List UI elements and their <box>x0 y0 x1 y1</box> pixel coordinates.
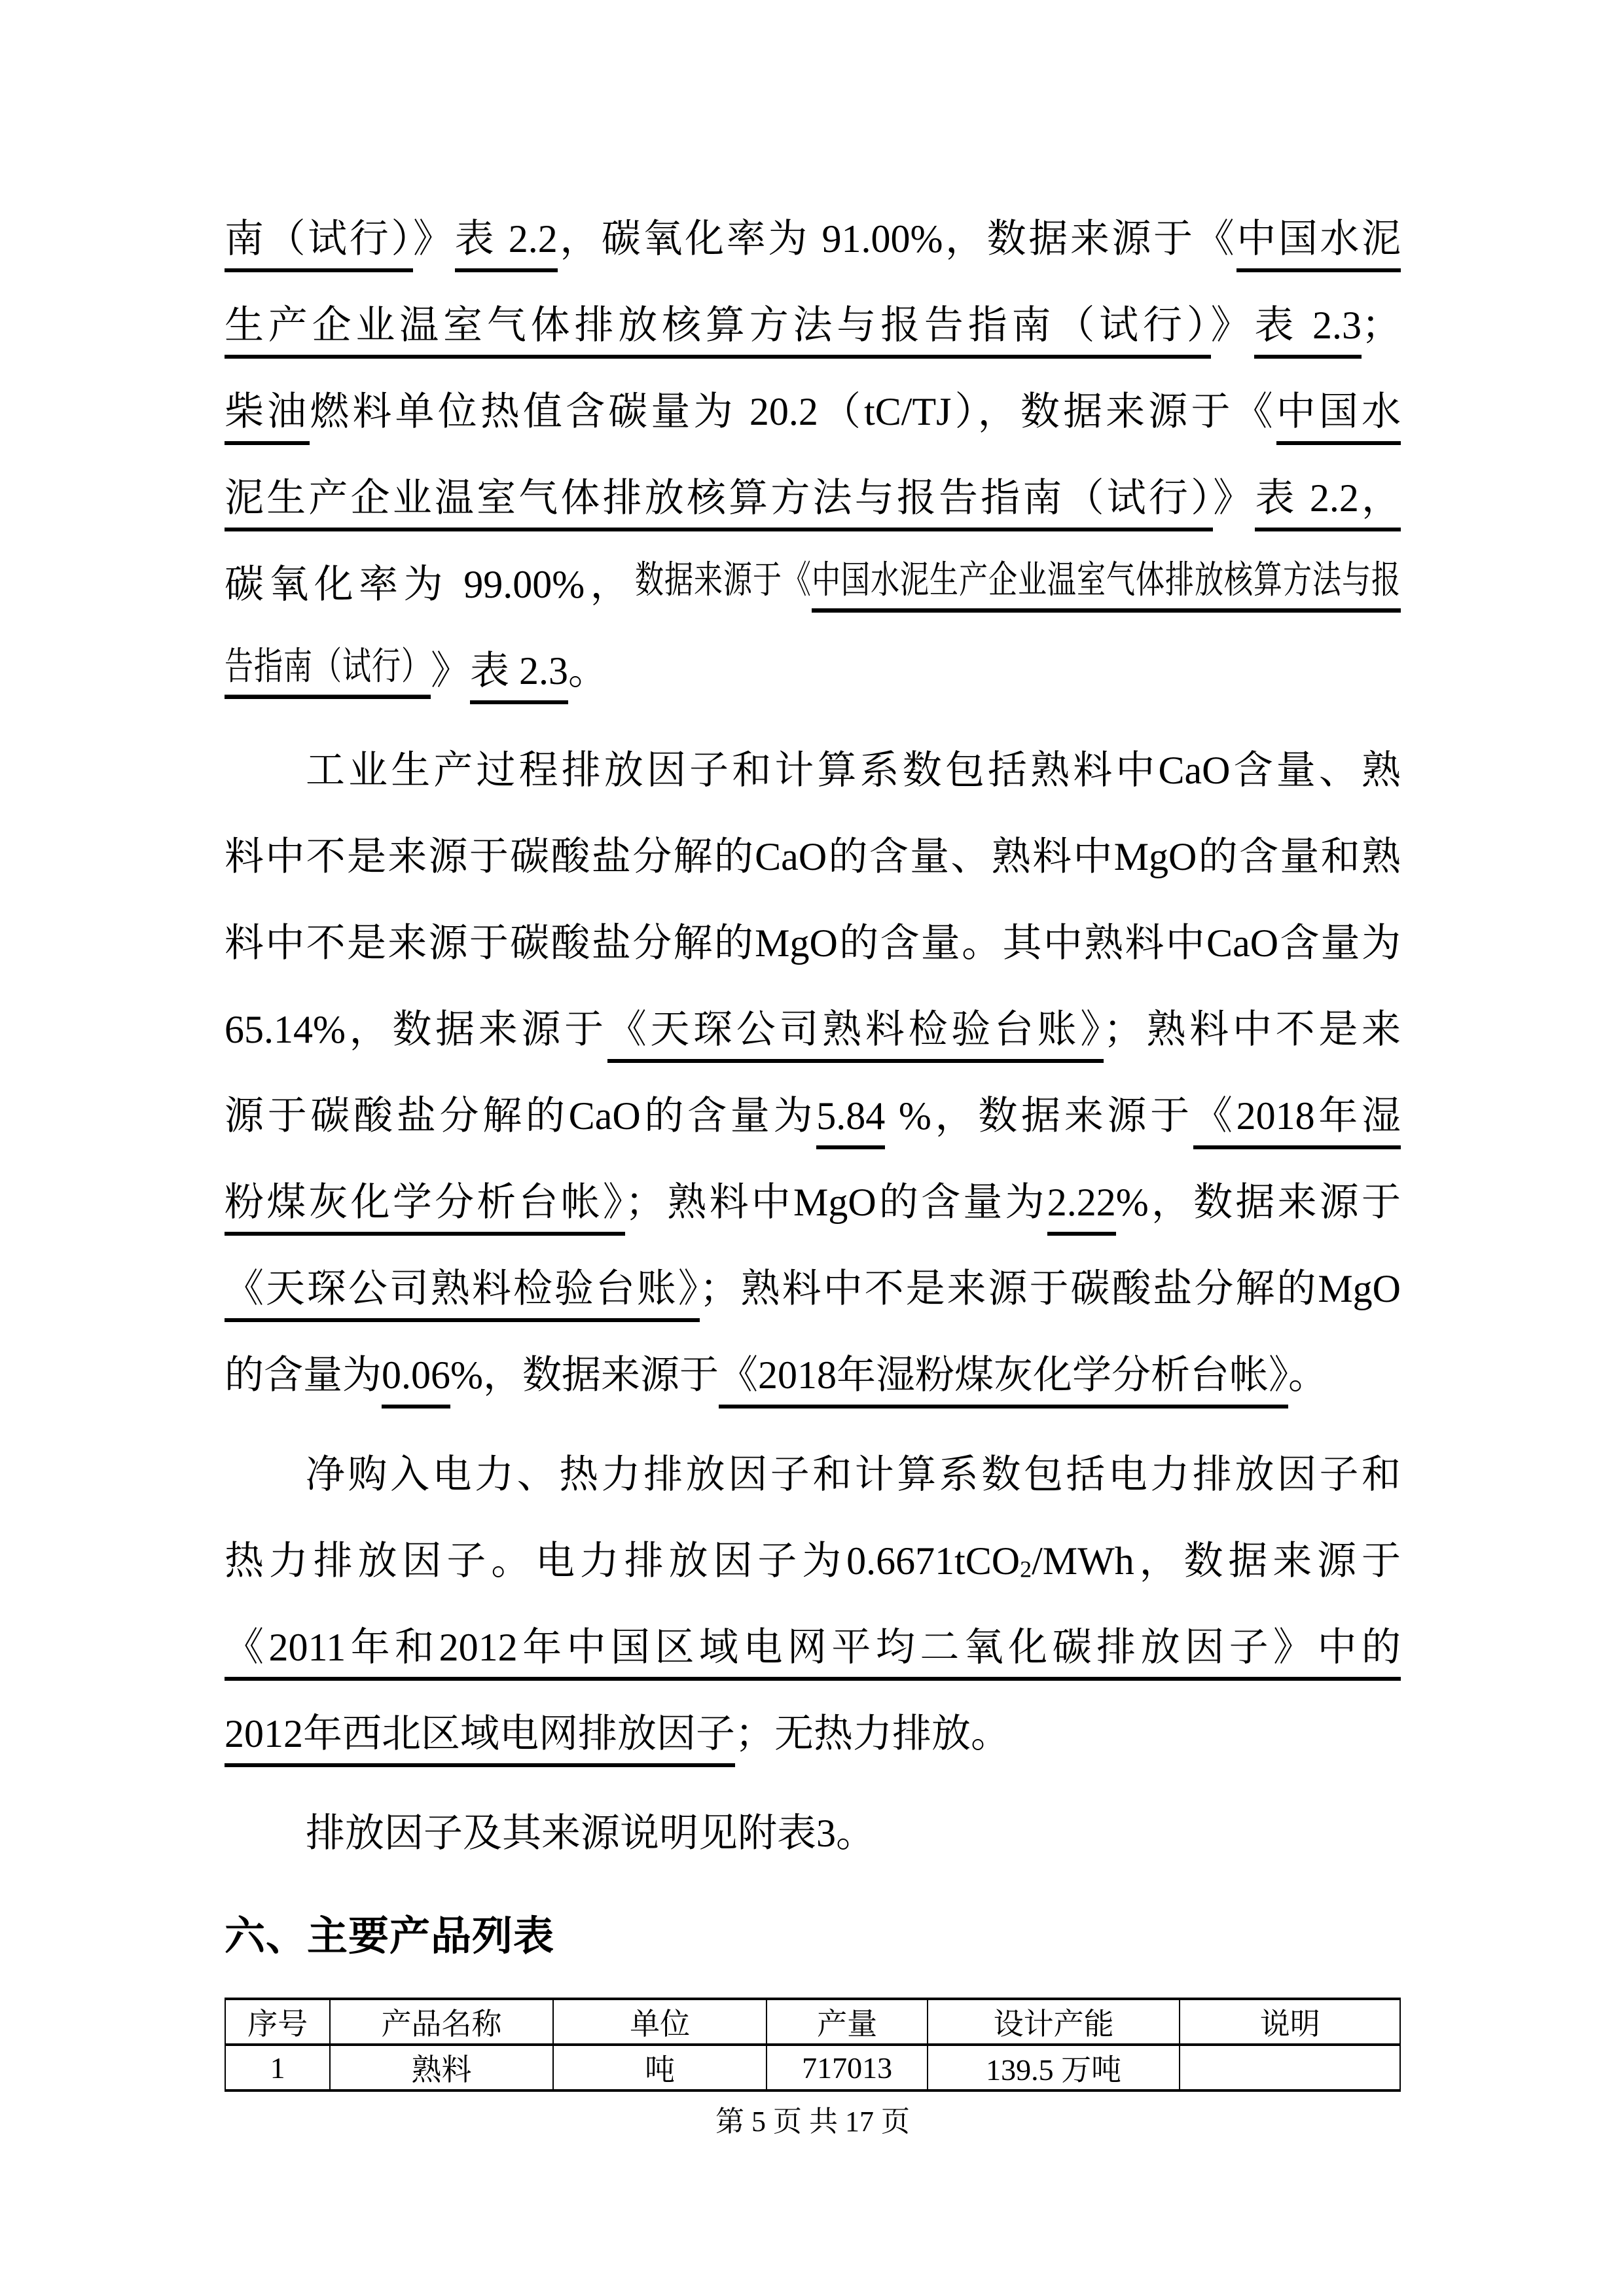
table-header-cell: 序号 <box>225 1999 330 2045</box>
text-run: 。 <box>568 649 607 692</box>
condensed-run <box>225 610 431 724</box>
underlined-value: 《2011年和2012年中国区域电网平均二氧化碳排放因子》中的 <box>225 1626 1401 1681</box>
text-line <box>225 1246 1401 1332</box>
text-line <box>225 1518 1401 1604</box>
document-body <box>225 196 1401 2138</box>
underlined-value: 粉煤灰化学分析台帐》 <box>225 1181 625 1236</box>
condensed-run <box>635 524 1401 637</box>
underlined-value: 0.06 <box>382 1354 450 1408</box>
text-run: 燃料单位热值含碳量为 20.2（tC/TJ），数据来源于《 <box>310 390 1276 433</box>
subscript-text: 2 <box>1020 1556 1032 1583</box>
underlined-value: 中国水泥 <box>1236 217 1401 272</box>
text-line <box>225 282 1401 368</box>
underlined-value: 中国水泥生产企业温室气体排放核算方法与报 <box>812 559 1401 613</box>
text-run: 料中不是来源于碳酸盐分解的MgO的含量。其中熟料中CaO含量为 <box>225 922 1401 965</box>
text-run: 排放因子及其来源说明见附表3。 <box>306 1812 875 1855</box>
table-header-cell: 单位 <box>553 1999 767 2045</box>
table-header-cell: 产品名称 <box>330 1999 553 2045</box>
text-run: 净购入电力、热力排放因子和计算系数包括电力排放因子和 <box>306 1453 1401 1496</box>
underlined-value: 泥生产企业温室气体排放核算方法与报告指南（试行） <box>225 476 1213 531</box>
table-cell: 吨 <box>553 2045 767 2090</box>
text-line <box>225 1790 1401 1876</box>
text-line <box>225 1332 1401 1418</box>
table-row <box>225 2045 1400 2090</box>
text-run: %，数据来源于 <box>450 1354 719 1397</box>
table-header-row <box>225 1999 1400 2045</box>
text-run: 。 <box>1288 1354 1327 1397</box>
table-cell: 139.5 万吨 <box>928 2045 1180 2090</box>
underlined-value: 2012年西北区域电网排放因子 <box>225 1712 735 1767</box>
text-run: 碳氧化率为 99.00%， <box>225 563 635 606</box>
table-cell: 1 <box>225 2045 330 2090</box>
text-line <box>225 1431 1401 1518</box>
underlined-value: 柴油 <box>225 390 310 445</box>
text-run: ； <box>1362 304 1401 347</box>
text-run: 》 <box>412 217 455 260</box>
text-line <box>225 814 1401 900</box>
page-footer: 第 5 页 共 17 页 <box>715 2106 910 2138</box>
text-run: ；熟料中不是来源于碳酸盐分解的MgO <box>699 1267 1401 1310</box>
text-run: ；熟料中MgO的含量为 <box>625 1181 1047 1224</box>
text-line <box>225 727 1401 814</box>
paragraphs-container <box>225 196 1401 1876</box>
section-heading: 六、主要产品列表 <box>225 1914 555 1959</box>
underlined-value: 表 2.3 <box>1254 304 1362 359</box>
underlined-value: 《2018年湿 <box>1193 1094 1401 1149</box>
text-line <box>225 900 1401 986</box>
text-line <box>225 196 1401 282</box>
text-line <box>225 368 1401 455</box>
underlined-value: 南（试行） <box>225 217 413 272</box>
text-run: 》 <box>431 649 470 692</box>
text-run: ；无热力排放。 <box>735 1712 1010 1755</box>
underlined-value: 《天琛公司熟料检验台账》 <box>225 1267 700 1322</box>
underlined-value: 生产企业温室气体排放核算方法与报告指南（试行） <box>225 304 1211 359</box>
text-line <box>225 628 1401 714</box>
text-run: ；熟料中不是来 <box>1103 1008 1401 1051</box>
text-run: 工业生产过程排放因子和计算系数包括熟料中CaO含量、熟 <box>306 749 1401 792</box>
text-run: 料中不是来源于碳酸盐分解的CaO的含量、熟料中MgO的含量和熟 <box>225 835 1401 878</box>
products-table <box>225 1998 1401 2092</box>
text-run: 》 <box>1210 304 1255 347</box>
underlined-value: 2.22 <box>1047 1181 1116 1236</box>
underlined-value: 5.84 <box>816 1094 885 1149</box>
paragraph <box>225 1790 1401 1876</box>
text-run: %，数据来源于 <box>1115 1181 1401 1224</box>
paragraph <box>225 1431 1401 1777</box>
table-cell <box>1180 2045 1400 2090</box>
underlined-value: 告指南（试行） <box>225 645 431 699</box>
table-header-cell: 设计产能 <box>928 1999 1180 2045</box>
text-line <box>225 1604 1401 1691</box>
underlined-value: 表 2.2 <box>455 217 558 272</box>
table-header-cell: 说明 <box>1180 1999 1400 2045</box>
table-cell: 717013 <box>767 2045 927 2090</box>
underlined-value: 中国水 <box>1276 390 1401 445</box>
underlined-value: 《天琛公司熟料检验台账》 <box>607 1008 1104 1063</box>
text-run: 》 <box>1213 476 1255 520</box>
underlined-value: 表 2.2， <box>1255 476 1401 531</box>
text-run: 数据来源于《 <box>635 559 812 601</box>
text-line <box>225 1073 1401 1159</box>
paragraph <box>225 196 1401 714</box>
text-line <box>225 986 1401 1073</box>
table-cell: 熟料 <box>330 2045 553 2090</box>
text-line <box>225 1159 1401 1246</box>
table-header-cell: 产量 <box>767 1999 927 2045</box>
text-run: 热力排放因子。电力排放因子为0.6671tCO <box>225 1539 1020 1583</box>
text-run: %，数据来源于 <box>885 1094 1193 1138</box>
text-run: 65.14%，数据来源于 <box>225 1008 607 1051</box>
text-run: /MWh，数据来源于 <box>1032 1539 1401 1583</box>
underlined-value: 表 2.3 <box>470 649 568 704</box>
text-run: ，碳氧化率为 91.00%，数据来源于《 <box>557 217 1237 260</box>
paragraph <box>225 727 1401 1418</box>
text-run: 源于碳酸盐分解的CaO的含量为 <box>225 1094 817 1138</box>
underlined-value: 《2018年湿粉煤灰化学分析台帐》 <box>719 1354 1288 1408</box>
text-run: 的含量为 <box>225 1354 382 1397</box>
text-line <box>225 1691 1401 1777</box>
